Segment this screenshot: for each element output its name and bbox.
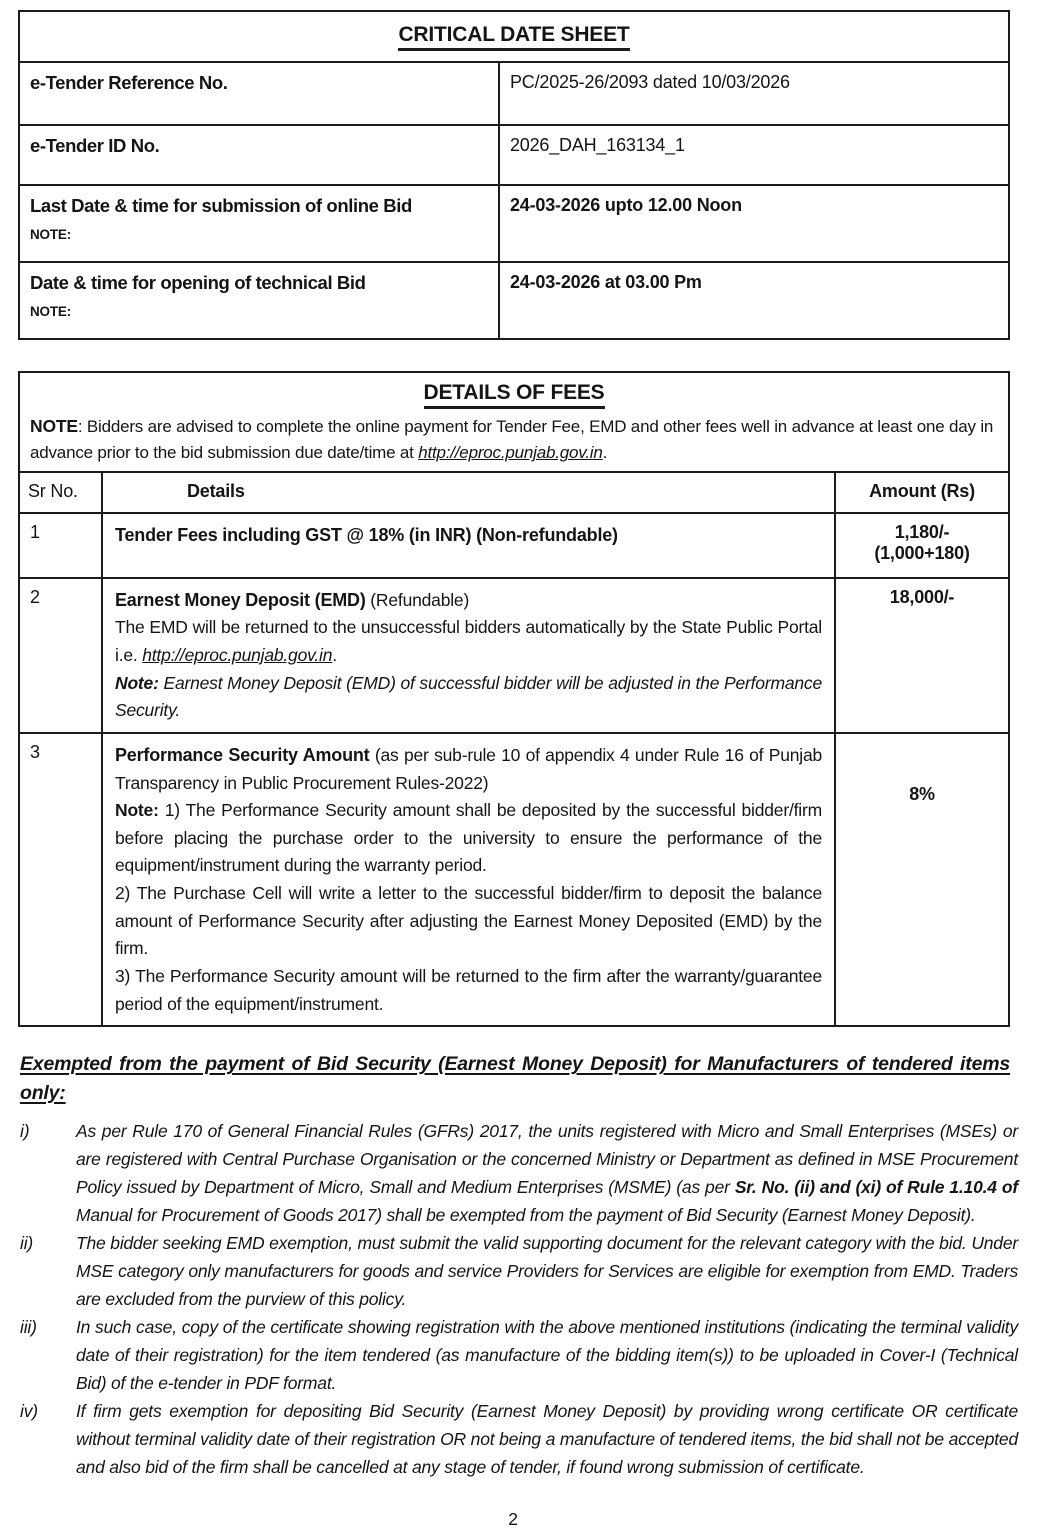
row-note: NOTE: [30,227,71,242]
critical-date-sheet-title: CRITICAL DATE SHEET [398,23,629,51]
fee-row-note: Note: Earnest Money Deposit (EMD) of successful bidder will be adjusted in the Performance Security. [115,672,822,721]
row-amount: 18,000/- [835,578,1009,733]
row-label: e-Tender ID No. [30,135,160,156]
eproc-link[interactable]: http://eproc.punjab.gov.in [142,644,333,665]
item-text: In such case, copy of the certificate showing registration with the above mentioned institutions (indicating the terminal validity date of their registration) for the item tendered (as manufacture of the bidding item(s)) to be uploaded in Cover-I (Technical Bid) of the e-tender in PDF format. [76,1316,1018,1393]
item-number: i) [20,1120,30,1141]
details-of-fees-title: DETAILS OF FEES [424,381,605,409]
exemption-item [18,1117,1018,1229]
fee-row-para: 3) The Performance Security amount will be returned to the firm after the warranty/guarantee period of the equipment/instrument. [115,966,822,1014]
details-of-fees-table [18,371,1010,1027]
header-amount: Amount (Rs) [835,472,1009,513]
row-value: PC/2025-26/2093 dated 10/03/2026 [510,72,790,92]
table-row [19,62,1009,125]
table-header-row [19,472,1009,513]
item-number: iii) [20,1316,37,1337]
item-text: The bidder seeking EMD exemption, must submit the valid supporting document for the relevant category with the bid. Under MSE category only manufacturers for goods and service Providers for Services are eligible for exemption from EMD. Traders are excluded from the purview of this policy. [76,1232,1018,1309]
table-row [19,578,1009,733]
header-details: Details [102,472,835,513]
exemption-item [18,1229,1018,1313]
row-sr-no: 3 [19,733,102,1026]
exemption-item [18,1313,1018,1397]
exemption-list [18,1117,1018,1481]
row-label: Date & time for opening of technical Bid [30,272,366,293]
table-row [19,185,1009,262]
details-of-fees-title-cell [30,381,998,405]
row-value: 24-03-2026 at 03.00 Pm [510,272,702,292]
table-row [19,513,1009,578]
item-number: iv) [20,1400,38,1421]
row-label: e-Tender Reference No. [30,72,228,93]
fees-note-label: NOTE [30,416,78,436]
table-row [19,262,1009,339]
fee-row-body: The EMD will be returned to the unsuccessful bidders automatically by the State Public Portal i.e. http://eproc.punjab.gov.in. [115,617,822,665]
table-row [19,125,1009,185]
row-label: Last Date & time for submission of online Bid [30,195,412,216]
fee-row-note: Note: 1) The Performance Security amount shall be deposited by the successful bidder/firm before placing the purchase order to the university to ensure the performance of the equipment/instrument during the warranty period. [115,800,822,876]
row-value: 2026_DAH_163134_1 [510,135,685,155]
item-number: ii) [20,1232,34,1253]
fees-note-text: : Bidders are advised to complete the online payment for Tender Fee, EMD and other fees well in advance at least one day in advance prior to the bid submission due date/time at [30,417,994,463]
exemption-item [18,1397,1018,1481]
eproc-link[interactable]: http://eproc.punjab.gov.in [418,443,603,463]
fee-row-para: 2) The Purchase Cell will write a letter to the successful bidder/firm to deposit the balance amount of Performance Security after adjusting the Earnest Money Deposited (EMD) by the firm. [115,883,822,959]
fee-row-title: Tender Fees including GST @ 18% (in INR) (Non-refundable) [115,524,618,545]
critical-date-sheet-title-cell [19,11,1009,62]
fee-row-title: Performance Security Amount (as per sub-rule 10 of appendix 4 under Rule 16 of Punjab Transparency in Public Procurement Rules-2022) [115,744,823,793]
table-row [19,733,1009,1026]
fees-note: NOTE: Bidders are advised to complete the online payment for Tender Fee, EMD and other fees well in advance at least one day in advance prior to the bid submission due date/time at http://eproc.punjab.gov.in. [30,416,994,463]
fee-row-title: Earnest Money Deposit (EMD) (Refundable) [115,589,470,610]
row-amount: 1,180/- (1,000+180) [835,513,1009,578]
critical-date-sheet-table [18,10,1010,340]
row-sr-no: 1 [19,513,102,578]
exemption-heading: Exempted from the payment of Bid Security (Earnest Money Deposit) for Manufacturers of tendered items only: [20,1053,1010,1104]
item-text: If firm gets exemption for depositing Bid Security (Earnest Money Deposit) by providing wrong certificate OR certificate without terminal validity date of their registration OR not being a manufacture of tendered items, the bid shall not be accepted and also bid of the firm shall be cancelled at any stage of tender, if found wrong submission of certificate. [76,1400,1018,1477]
item-text: As per Rule 170 of General Financial Rules (GFRs) 2017, the units registered with Micro and Small Enterprises (MSEs) or are registered with Central Purchase Organisation or the concerned Ministry or Department as defined in MSE Procurement Policy issued by Department of Micro, Small and Medium Enterprises (MSME) (as per Sr. No. (ii) and (xi) of Rule 1.10.4 of Manual for Procurement of Goods 2017) shall be exempted from the payment of Bid Security (Earnest Money Deposit). [76,1120,1018,1225]
row-note: NOTE: [30,304,71,319]
page-number: 2 [508,1508,518,1529]
row-amount: 8% [835,733,1009,1026]
row-sr-no: 2 [19,578,102,733]
header-sr-no: Sr No. [19,472,102,513]
row-value: 24-03-2026 upto 12.00 Noon [510,195,742,215]
